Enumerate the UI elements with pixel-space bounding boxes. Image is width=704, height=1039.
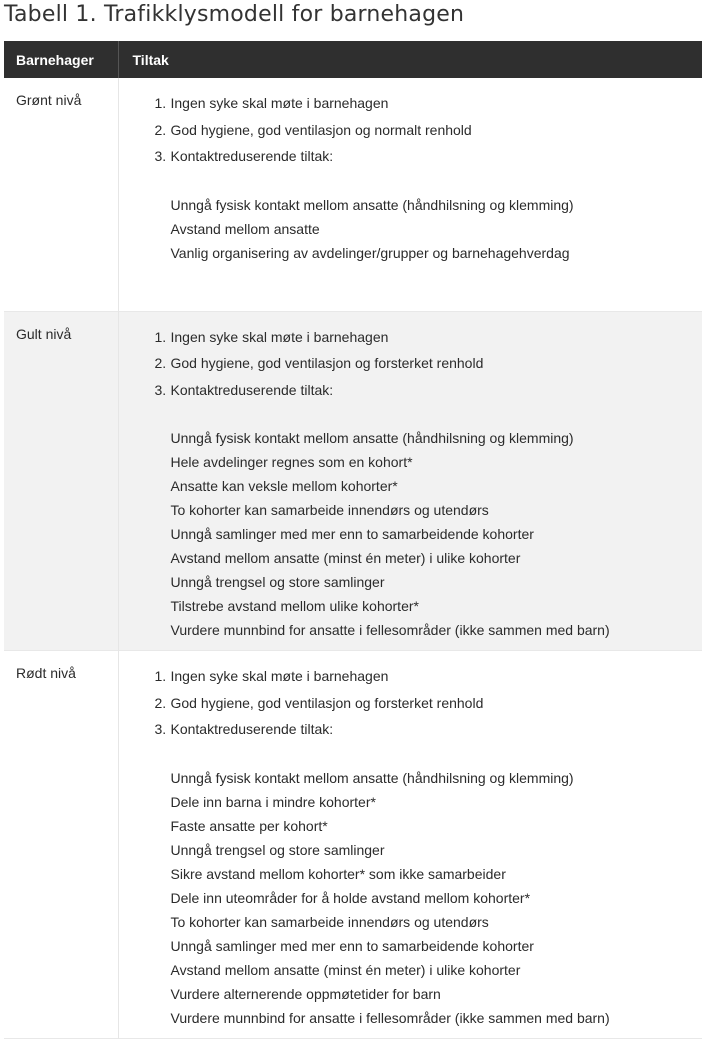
numbered-item	[154, 377, 703, 404]
measure-item: Vurdere munnbind for ansatte i fellesområder (ikke sammen med barn)	[170, 622, 610, 638]
item-text: Kontaktreduserende tiltak:	[170, 381, 334, 398]
item-text: Ingen syke skal møte i barnehagen	[170, 668, 389, 684]
table-row	[4, 311, 702, 651]
numbered-list	[155, 663, 703, 743]
measure-item: Sikre avstand mellom kohorter* som ikke samarbeider	[170, 865, 506, 882]
item-text: God hygiene, god ventilasjon og forsterket renhold	[170, 694, 484, 711]
measure-item: Dele inn barna i mindre kohorter*	[170, 793, 376, 810]
item-text: Ingen syke skal møte i barnehagen	[170, 328, 389, 345]
table-title: Tabell 1. Trafikklysmodell for barnehagen	[4, 2, 465, 27]
header-barnehager: Barnehager	[4, 41, 118, 78]
numbered-item	[154, 663, 703, 690]
measure-list	[155, 193, 703, 265]
measure-item: Ansatte kan veksle mellom kohorter*	[170, 478, 398, 494]
header-tiltak: Tiltak	[118, 41, 702, 78]
measure-item: Unngå trengsel og store samlinger	[170, 841, 385, 858]
table-header-row	[4, 41, 702, 78]
item-text: God hygiene, god ventilasjon og forsterket renhold	[170, 355, 484, 371]
item-number: 3.	[154, 381, 167, 398]
measures-cell	[118, 311, 702, 651]
numbered-item	[154, 716, 703, 743]
numbered-item	[154, 324, 703, 351]
measure-item: Faste ansatte per kohort*	[170, 817, 328, 834]
measure-item: Unngå samlinger med mer enn to samarbeidende kohorter	[170, 526, 534, 542]
item-text: Kontaktreduserende tiltak:	[170, 148, 334, 164]
item-number: 1.	[154, 668, 167, 684]
item-text: God hygiene, god ventilasjon og normalt renhold	[170, 121, 472, 138]
measure-list	[155, 766, 703, 1030]
measure-item: Unngå samlinger med mer enn to samarbeidende kohorter	[170, 937, 534, 954]
numbered-list	[155, 90, 703, 170]
level-cell: Rødt nivå	[16, 665, 76, 681]
measure-item: Avstand mellom ansatte (minst én meter) i ulike kohorter	[170, 550, 521, 566]
numbered-item	[154, 690, 703, 717]
measure-item: Dele inn uteområder for å holde avstand mellom kohorter*	[170, 889, 531, 906]
measure-item: Unngå trengsel og store samlinger	[170, 574, 385, 590]
numbered-item	[154, 117, 703, 144]
item-number: 1.	[154, 95, 167, 111]
measure-list	[155, 426, 703, 642]
item-number: 2.	[154, 121, 167, 138]
level-cell: Grønt nivå	[16, 92, 82, 108]
numbered-item	[154, 90, 703, 117]
measure-item: Unngå fysisk kontakt mellom ansatte (håndhilsning og klemming)	[170, 430, 574, 446]
measure-item: Hele avdelinger regnes som en kohort*	[170, 454, 413, 470]
traffic-light-table	[4, 41, 702, 1039]
measures-cell	[118, 78, 702, 311]
item-text: Kontaktreduserende tiltak:	[170, 721, 334, 737]
measure-item: To kohorter kan samarbeide innendørs og utendørs	[170, 913, 489, 930]
measure-item: Vurdere alternerende oppmøtetider for barn	[170, 985, 441, 1002]
numbered-item	[154, 143, 703, 170]
measure-item: Vanlig organisering av avdelinger/grupper og barnehagehverdag	[170, 244, 570, 261]
measure-item: To kohorter kan samarbeide innendørs og utendørs	[170, 502, 489, 518]
table-row	[4, 78, 702, 311]
measures-cell	[118, 651, 702, 1039]
measure-item: Avstand mellom ansatte	[170, 220, 320, 237]
measure-item: Unngå fysisk kontakt mellom ansatte (håndhilsning og klemming)	[170, 196, 574, 213]
numbered-list	[155, 324, 703, 404]
item-text: Ingen syke skal møte i barnehagen	[170, 95, 389, 111]
measure-item: Tilstrebe avstand mellom ulike kohorter*	[170, 598, 419, 614]
level-cell: Gult nivå	[4, 311, 118, 651]
numbered-item	[154, 350, 703, 377]
item-number: 2.	[154, 694, 167, 711]
measure-item: Unngå fysisk kontakt mellom ansatte (håndhilsning og klemming)	[170, 769, 574, 786]
measure-item: Avstand mellom ansatte (minst én meter) i ulike kohorter	[170, 961, 521, 978]
item-number: 1.	[154, 328, 167, 345]
item-number: 3.	[154, 148, 167, 164]
measure-item: Vurdere munnbind for ansatte i fellesområder (ikke sammen med barn)	[170, 1009, 610, 1026]
item-number: 3.	[154, 721, 167, 737]
item-number: 2.	[154, 355, 167, 371]
table-row	[4, 651, 702, 1039]
